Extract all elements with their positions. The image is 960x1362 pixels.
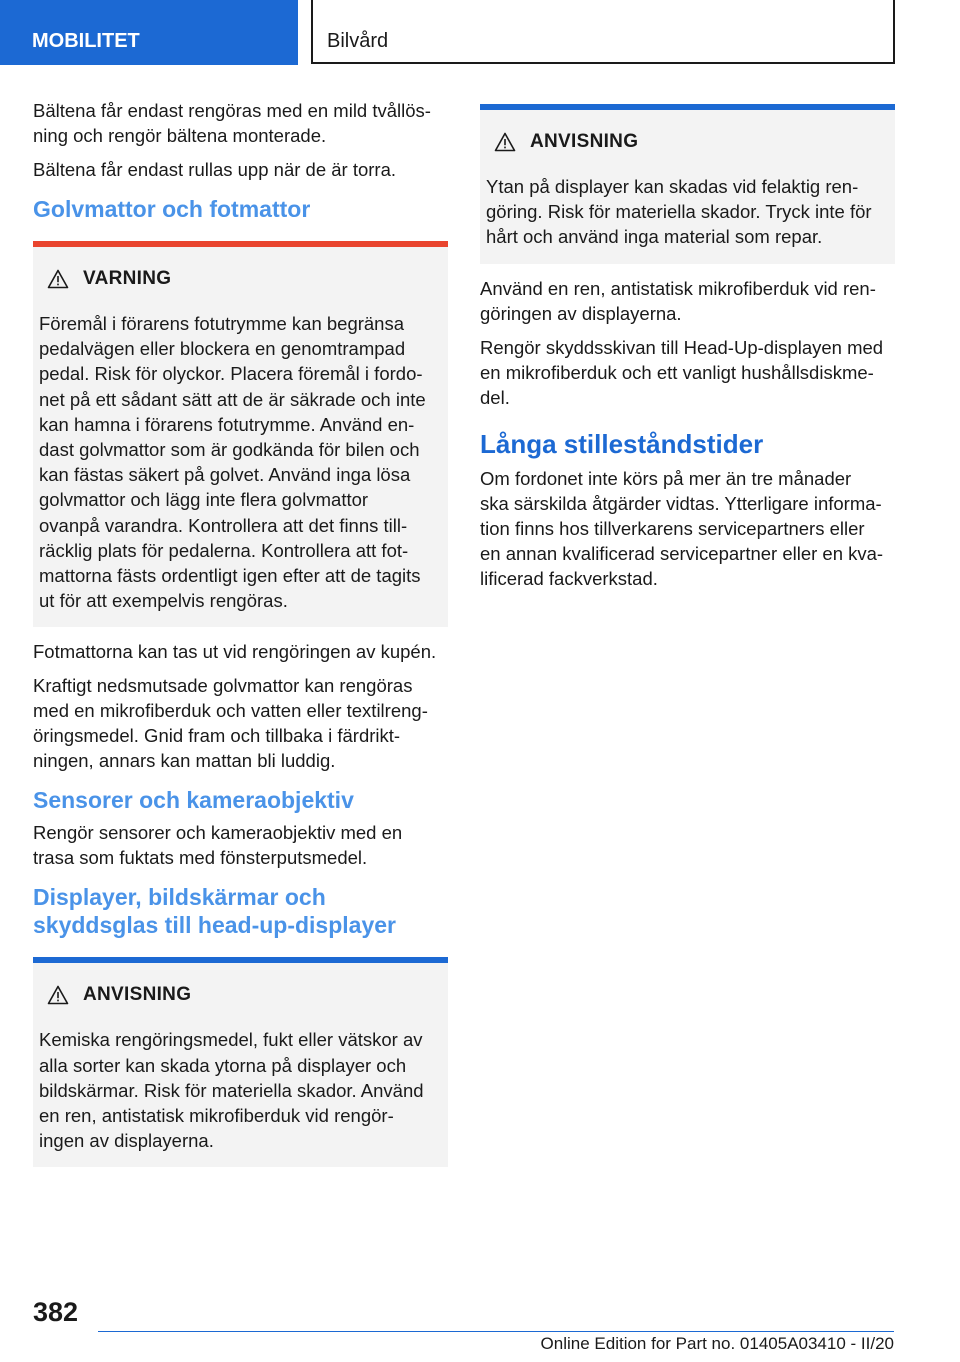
callout-text: Föremål i förarens fotutrymme kan begränsa pedalvägen eller blockera en genomtrampad pedal. Risk för olyckor. Placera föremål i fordo- net på ett sådant sätt att de är säkrade och inte kan hamna i förarens fotutrymme. Använd en- dast golvmattor som är godkända för bilen och kan fästas säkert på golvet. Använd inga lösa golvmattor och lägg inte flera golvmattor ovanpå varandra. Kontrollera att det finns till- räcklig plats för pedalerna. Kontrollera att fot- mattorna fästs ordentligt igen efter att de tagits ut för att exempelvis rengöras.: [39, 313, 426, 612]
body-paragraph: Använd en ren, antistatisk mikrofiberduk vid ren- göringen av displayerna.: [480, 277, 876, 324]
callout-label: ANVISNING: [83, 984, 192, 1006]
heading-floor-mats: Golvmattor och fotmattor: [33, 196, 311, 222]
chapter-tab: MOBILITET: [0, 0, 298, 65]
warning-triangle-icon: [494, 132, 516, 152]
body-paragraph: Rengör skyddsskivan till Head-Up-displayen med en mikrofiberduk och ett vanligt hushållsdiskme- del.: [480, 336, 884, 408]
heading-storage: Långa stilleståndstider: [480, 428, 764, 459]
notice-callout: [33, 957, 448, 1167]
section-title: Bilvård: [311, 0, 895, 64]
body-paragraph: Rengör sensorer och kameraobjektiv med en trasa som fuktats med fönsterputsmedel.: [33, 822, 403, 869]
left-column: [33, 98, 448, 1179]
footer-edition: Online Edition for Part no. 01405A03410 - II/20: [540, 1334, 894, 1353]
callout-label: ANVISNING: [530, 131, 639, 152]
page-number: 382: [33, 1297, 79, 1327]
callout-label: VARNING: [83, 268, 172, 289]
warning-triangle-icon: [47, 985, 69, 1005]
body-paragraph: Kraftigt nedsmutsade golvmattor kan rengöras med en mikrofiberduk och vatten eller textilreng- öringsmedel. Gnid fram och tillbaka i färdrikt- ningen, annars kan mattan bli luddig.: [33, 675, 428, 772]
callout-header: [39, 963, 442, 1027]
notice-callout: [480, 104, 895, 264]
right-column: [480, 98, 895, 600]
callout-header: [486, 110, 889, 174]
callout-text: Ytan på displayer kan skadas vid felaktig ren- göring. Risk för materiella skador. Tryck inte för hårt och använd inga material som repar.: [486, 176, 872, 248]
heading-sensors: Sensorer och kameraobjektiv: [33, 787, 354, 814]
intro-paragraph: Bältena får endast rullas upp när de är torra.: [33, 159, 397, 180]
intro-paragraph: Bältena får endast rengöras med en mild tvållös- ning och rengör bältena monterade.: [33, 100, 431, 146]
warning-callout: [33, 241, 448, 627]
warning-triangle-icon: [47, 269, 69, 289]
heading-displays: Displayer, bildskärmar och skyddsglas till head-up-displayer: [33, 884, 396, 939]
callout-header: [39, 247, 442, 311]
callout-text: Kemiska rengöringsmedel, fukt eller vätskor av alla sorter kan skada ytorna på displayer och bildskärmar. Risk för materiella skador. Använd en ren, antistatisk mikrofiberduk vid rengör- ingen av displayerna.: [39, 1029, 424, 1152]
body-paragraph: Fotmattorna kan tas ut vid rengöringen av kupén.: [33, 641, 437, 663]
body-paragraph: Om fordonet inte körs på mer än tre månader ska särskilda åtgärder vidtas. Ytterligare informa- tion finns hos tillverkarens servicepartners eller en annan kvalificerad servicepartner eller en kva- lificerad fackverkstad.: [480, 467, 884, 589]
